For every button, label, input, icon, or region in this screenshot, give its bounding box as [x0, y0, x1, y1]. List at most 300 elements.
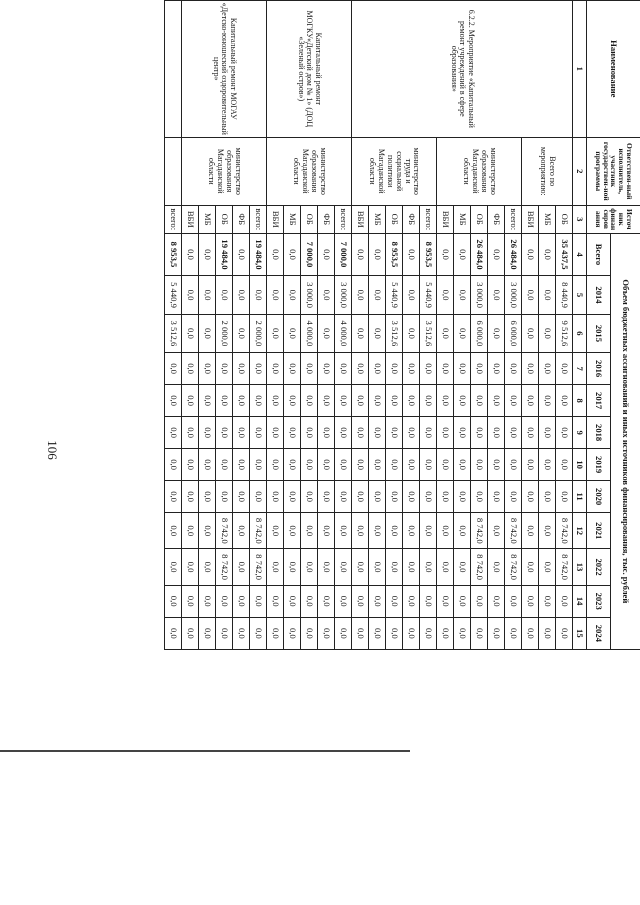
value-cell: 0,0: [505, 353, 522, 385]
value-cell: 0,0: [420, 513, 437, 549]
value-cell: 0,0: [284, 617, 301, 649]
value-cell: 0,0: [522, 585, 539, 617]
value-cell: 0,0: [233, 417, 250, 449]
value-cell: 0,0: [369, 617, 386, 649]
value-cell: 0,0: [522, 276, 539, 314]
value-cell: 0,0: [403, 276, 420, 314]
value-cell: 0,0: [471, 385, 488, 417]
value-cell: 8 742,0: [505, 513, 522, 549]
column-number: 6: [573, 314, 587, 352]
value-cell: 0,0: [454, 513, 471, 549]
value-cell: 0,0: [182, 417, 199, 449]
value-cell: 0,0: [369, 314, 386, 352]
value-cell: 0,0: [267, 617, 284, 649]
value-cell: 8 742,0: [556, 549, 573, 585]
source-cell: ВБИ: [352, 205, 369, 233]
value-cell: 8 742,0: [505, 549, 522, 585]
value-cell: 0,0: [488, 276, 505, 314]
value-cell: 0,0: [454, 617, 471, 649]
value-cell: 0,0: [318, 549, 335, 585]
value-cell: 0,0: [165, 353, 182, 385]
value-cell: 8 742,0: [471, 549, 488, 585]
value-cell: 0,0: [556, 417, 573, 449]
value-cell: 0,0: [284, 513, 301, 549]
value-cell: 0,0: [505, 449, 522, 481]
value-cell: 0,0: [369, 549, 386, 585]
value-cell: 2 000,0: [216, 314, 233, 352]
value-cell: 0,0: [556, 449, 573, 481]
value-cell: 0,0: [471, 449, 488, 481]
value-cell: 0,0: [199, 276, 216, 314]
value-cell: 0,0: [165, 549, 182, 585]
header-volume: Объем бюджетных ассигнований и иных источников финансирования, тыс. рублей: [611, 233, 640, 649]
value-cell: 0,0: [318, 585, 335, 617]
value-cell: 0,0: [454, 549, 471, 585]
value-cell: 0,0: [488, 513, 505, 549]
value-cell: 0,0: [539, 276, 556, 314]
header-year-2022: 2022: [587, 549, 611, 585]
value-cell: 0,0: [420, 549, 437, 585]
value-cell: 0,0: [454, 385, 471, 417]
value-cell: 0,0: [505, 481, 522, 513]
value-cell: 0,0: [301, 481, 318, 513]
total-cell: 0,0: [454, 233, 471, 276]
value-cell: 0,0: [199, 417, 216, 449]
header-name: Наименование: [587, 1, 640, 138]
value-cell: 0,0: [386, 481, 403, 513]
source-cell: ОБ: [301, 205, 318, 233]
header-year-2019: 2019: [587, 449, 611, 481]
column-number: 13: [573, 549, 587, 585]
value-cell: 0,0: [352, 417, 369, 449]
value-cell: 0,0: [488, 353, 505, 385]
value-cell: 5 440,9: [165, 276, 182, 314]
value-cell: 0,0: [335, 549, 352, 585]
value-cell: 0,0: [352, 513, 369, 549]
page-divider: [0, 750, 410, 752]
value-cell: 0,0: [386, 417, 403, 449]
value-cell: 0,0: [454, 585, 471, 617]
value-cell: 0,0: [471, 617, 488, 649]
value-cell: 0,0: [488, 549, 505, 585]
column-number: 5: [573, 276, 587, 314]
value-cell: 8 742,0: [556, 513, 573, 549]
value-cell: 0,0: [216, 585, 233, 617]
value-cell: 0,0: [488, 617, 505, 649]
value-cell: 0,0: [199, 481, 216, 513]
source-cell: МБ: [284, 205, 301, 233]
source-cell: всего:: [335, 205, 352, 233]
value-cell: 0,0: [335, 353, 352, 385]
value-cell: 0,0: [301, 549, 318, 585]
value-cell: 0,0: [301, 417, 318, 449]
total-cell: 0,0: [522, 233, 539, 276]
value-cell: 0,0: [522, 617, 539, 649]
value-cell: 0,0: [216, 385, 233, 417]
value-cell: 0,0: [335, 513, 352, 549]
value-cell: 0,0: [522, 385, 539, 417]
value-cell: 0,0: [437, 417, 454, 449]
value-cell: 0,0: [352, 549, 369, 585]
value-cell: 0,0: [403, 449, 420, 481]
value-cell: 0,0: [454, 276, 471, 314]
value-cell: 0,0: [556, 353, 573, 385]
value-cell: 0,0: [199, 585, 216, 617]
total-cell: 0,0: [369, 233, 386, 276]
value-cell: 0,0: [301, 513, 318, 549]
value-cell: 0,0: [454, 417, 471, 449]
total-cell: 0,0: [233, 233, 250, 276]
value-cell: 0,0: [386, 385, 403, 417]
value-cell: 0,0: [488, 385, 505, 417]
value-cell: 0,0: [352, 314, 369, 352]
value-cell: 0,0: [199, 353, 216, 385]
value-cell: 0,0: [233, 314, 250, 352]
value-cell: 0,0: [233, 276, 250, 314]
value-cell: 0,0: [437, 353, 454, 385]
source-cell: МБ: [199, 205, 216, 233]
header-year-2020: 2020: [587, 481, 611, 513]
value-cell: 0,0: [250, 617, 267, 649]
value-cell: 0,0: [182, 449, 199, 481]
value-cell: 0,0: [335, 449, 352, 481]
column-number: 12: [573, 513, 587, 549]
value-cell: 0,0: [420, 617, 437, 649]
value-cell: 0,0: [335, 417, 352, 449]
value-cell: 0,0: [437, 385, 454, 417]
financing-table: [164, 0, 640, 650]
value-cell: 0,0: [522, 549, 539, 585]
total-cell: 7 000,0: [301, 233, 318, 276]
value-cell: 0,0: [420, 353, 437, 385]
value-cell: 2 000,0: [250, 314, 267, 352]
value-cell: 0,0: [539, 314, 556, 352]
value-cell: 0,0: [420, 417, 437, 449]
value-cell: 0,0: [539, 353, 556, 385]
total-cell: 7 000,0: [335, 233, 352, 276]
value-cell: 0,0: [369, 585, 386, 617]
value-cell: 0,0: [352, 353, 369, 385]
value-cell: 0,0: [352, 481, 369, 513]
value-cell: 8 742,0: [250, 549, 267, 585]
value-cell: 0,0: [437, 549, 454, 585]
value-cell: 0,0: [437, 449, 454, 481]
value-cell: 0,0: [267, 417, 284, 449]
value-cell: 0,0: [335, 617, 352, 649]
value-cell: 0,0: [539, 617, 556, 649]
value-cell: 0,0: [437, 617, 454, 649]
value-cell: 0,0: [267, 353, 284, 385]
total-cell: 0,0: [403, 233, 420, 276]
value-cell: 0,0: [250, 585, 267, 617]
value-cell: 0,0: [165, 617, 182, 649]
value-cell: 0,0: [233, 481, 250, 513]
total-cell: 19 484,0: [250, 233, 267, 276]
value-cell: 0,0: [403, 314, 420, 352]
value-cell: 0,0: [199, 314, 216, 352]
executor-cell: министерство образования Магаданской области: [437, 137, 522, 205]
value-cell: 0,0: [233, 385, 250, 417]
source-cell: ВБИ: [437, 205, 454, 233]
source-cell: ФБ: [318, 205, 335, 233]
value-cell: 0,0: [318, 513, 335, 549]
value-cell: 0,0: [522, 314, 539, 352]
value-cell: 0,0: [539, 385, 556, 417]
value-cell: 0,0: [369, 417, 386, 449]
value-cell: 0,0: [335, 385, 352, 417]
value-cell: 0,0: [522, 449, 539, 481]
value-cell: 0,0: [488, 417, 505, 449]
value-cell: 0,0: [233, 549, 250, 585]
column-number: 4: [573, 233, 587, 276]
value-cell: 0,0: [318, 617, 335, 649]
value-cell: 0,0: [403, 549, 420, 585]
total-cell: 0,0: [182, 233, 199, 276]
value-cell: 0,0: [386, 617, 403, 649]
value-cell: 0,0: [267, 585, 284, 617]
value-cell: 6 000,0: [505, 314, 522, 352]
value-cell: 0,0: [454, 314, 471, 352]
value-cell: 0,0: [216, 417, 233, 449]
value-cell: 0,0: [182, 353, 199, 385]
header-year-2015: 2015: [587, 314, 611, 352]
column-number: 2: [573, 137, 587, 205]
header-year-2024: 2024: [587, 617, 611, 649]
value-cell: 0,0: [182, 513, 199, 549]
value-cell: 0,0: [522, 513, 539, 549]
value-cell: 0,0: [488, 314, 505, 352]
value-cell: 0,0: [267, 513, 284, 549]
column-number: 10: [573, 449, 587, 481]
value-cell: 0,0: [556, 385, 573, 417]
source-cell: МБ: [539, 205, 556, 233]
total-cell: 0,0: [352, 233, 369, 276]
value-cell: 0,0: [403, 417, 420, 449]
value-cell: 0,0: [471, 417, 488, 449]
value-cell: 0,0: [199, 549, 216, 585]
value-cell: 0,0: [471, 353, 488, 385]
value-cell: 0,0: [335, 585, 352, 617]
value-cell: 0,0: [403, 585, 420, 617]
value-cell: 0,0: [437, 481, 454, 513]
total-cell: 0,0: [488, 233, 505, 276]
header-year-2016: 2016: [587, 353, 611, 385]
value-cell: 0,0: [556, 585, 573, 617]
value-cell: 8 742,0: [216, 549, 233, 585]
source-cell: ОБ: [216, 205, 233, 233]
value-cell: 0,0: [284, 417, 301, 449]
executor-cell: Всего по мероприятию:: [522, 137, 573, 205]
column-number: 3: [573, 205, 587, 233]
value-cell: 0,0: [199, 385, 216, 417]
value-cell: 8 742,0: [216, 513, 233, 549]
value-cell: 3 512,6: [386, 314, 403, 352]
value-cell: 0,0: [182, 585, 199, 617]
value-cell: 4 000,0: [335, 314, 352, 352]
value-cell: 0,0: [250, 449, 267, 481]
total-cell: 8 953,5: [386, 233, 403, 276]
value-cell: 0,0: [539, 513, 556, 549]
value-cell: 0,0: [318, 385, 335, 417]
value-cell: 0,0: [522, 417, 539, 449]
value-cell: 0,0: [403, 385, 420, 417]
value-cell: 0,0: [267, 481, 284, 513]
object-name: Капитальный ремонт МОГКУ«Детский дом № 1» (ДОЦ «Зеленый остров»): [267, 1, 352, 138]
value-cell: 0,0: [369, 385, 386, 417]
value-cell: 0,0: [335, 481, 352, 513]
value-cell: 0,0: [403, 481, 420, 513]
value-cell: 0,0: [267, 549, 284, 585]
value-cell: 0,0: [437, 276, 454, 314]
total-cell: 19 484,0: [216, 233, 233, 276]
value-cell: 0,0: [165, 385, 182, 417]
value-cell: 0,0: [216, 276, 233, 314]
value-cell: 0,0: [233, 617, 250, 649]
value-cell: 3 000,0: [301, 276, 318, 314]
value-cell: 0,0: [216, 449, 233, 481]
value-cell: 5 440,9: [386, 276, 403, 314]
total-cell: 26 484,0: [471, 233, 488, 276]
value-cell: 3 000,0: [335, 276, 352, 314]
source-cell: МБ: [369, 205, 386, 233]
source-cell: ОБ: [556, 205, 573, 233]
measure-name: 6.2.2. Мероприятие «Капитальный ремонт учреждений в сфере образования»: [352, 1, 573, 138]
total-cell: 0,0: [318, 233, 335, 276]
source-cell: всего:: [165, 205, 182, 233]
value-cell: 0,0: [522, 353, 539, 385]
value-cell: 0,0: [369, 481, 386, 513]
header-year-2021: 2021: [587, 513, 611, 549]
executor-cell: министерство образования Магаданской области: [182, 137, 267, 205]
value-cell: 0,0: [539, 417, 556, 449]
value-cell: 0,0: [471, 481, 488, 513]
value-cell: 0,0: [318, 314, 335, 352]
value-cell: 8 742,0: [250, 513, 267, 549]
value-cell: 0,0: [352, 585, 369, 617]
value-cell: 6 000,0: [471, 314, 488, 352]
value-cell: 0,0: [267, 314, 284, 352]
value-cell: 0,0: [267, 385, 284, 417]
source-cell: МБ: [454, 205, 471, 233]
object-name: Капитальный ремонт МОГАУ «Детско-юношеский оздоровительный центр»: [182, 1, 267, 138]
value-cell: 0,0: [505, 385, 522, 417]
value-cell: 0,0: [284, 549, 301, 585]
value-cell: 0,0: [420, 481, 437, 513]
value-cell: 0,0: [369, 276, 386, 314]
value-cell: 0,0: [284, 314, 301, 352]
value-cell: 3 512,6: [420, 314, 437, 352]
value-cell: 0,0: [182, 314, 199, 352]
value-cell: 0,0: [386, 549, 403, 585]
table-row: [165, 1, 182, 650]
value-cell: 0,0: [216, 481, 233, 513]
value-cell: 0,0: [369, 353, 386, 385]
source-cell: ФБ: [488, 205, 505, 233]
value-cell: 0,0: [284, 353, 301, 385]
value-cell: 0,0: [454, 449, 471, 481]
value-cell: 0,0: [182, 481, 199, 513]
header-year-2023: 2023: [587, 585, 611, 617]
value-cell: 0,0: [165, 417, 182, 449]
value-cell: 0,0: [539, 549, 556, 585]
value-cell: 0,0: [199, 449, 216, 481]
source-cell: всего:: [420, 205, 437, 233]
value-cell: 0,0: [233, 513, 250, 549]
value-cell: 0,0: [182, 549, 199, 585]
value-cell: 0,0: [539, 449, 556, 481]
value-cell: 0,0: [250, 385, 267, 417]
value-cell: 0,0: [369, 449, 386, 481]
value-cell: 0,0: [454, 353, 471, 385]
value-cell: 5 440,9: [420, 276, 437, 314]
executor-cell: министерство труда и социальной политики Магаданской области: [352, 137, 437, 205]
source-cell: всего:: [250, 205, 267, 233]
total-cell: 0,0: [199, 233, 216, 276]
total-cell: 0,0: [284, 233, 301, 276]
value-cell: 0,0: [284, 385, 301, 417]
value-cell: 0,0: [165, 585, 182, 617]
value-cell: 0,0: [216, 353, 233, 385]
value-cell: 0,0: [267, 276, 284, 314]
value-cell: 0,0: [420, 449, 437, 481]
total-cell: 0,0: [267, 233, 284, 276]
value-cell: 0,0: [284, 276, 301, 314]
value-cell: 0,0: [165, 513, 182, 549]
value-cell: 0,0: [369, 513, 386, 549]
header-total: Всего: [587, 233, 611, 276]
value-cell: 0,0: [352, 276, 369, 314]
page-number: 106: [44, 440, 60, 460]
total-cell: 0,0: [539, 233, 556, 276]
value-cell: 0,0: [284, 585, 301, 617]
value-cell: 9 512,6: [556, 314, 573, 352]
value-cell: 0,0: [199, 617, 216, 649]
source-cell: всего:: [505, 205, 522, 233]
header-year-2017: 2017: [587, 385, 611, 417]
value-cell: 0,0: [352, 385, 369, 417]
value-cell: 3 512,6: [165, 314, 182, 352]
total-cell: 35 437,5: [556, 233, 573, 276]
value-cell: 8 440,9: [556, 276, 573, 314]
value-cell: 0,0: [284, 481, 301, 513]
value-cell: 0,0: [301, 385, 318, 417]
value-cell: 0,0: [556, 617, 573, 649]
value-cell: 0,0: [522, 481, 539, 513]
value-cell: 0,0: [505, 617, 522, 649]
value-cell: 0,0: [437, 513, 454, 549]
header-year-2018: 2018: [587, 417, 611, 449]
value-cell: 0,0: [216, 617, 233, 649]
value-cell: 0,0: [165, 449, 182, 481]
source-cell: ФБ: [403, 205, 420, 233]
column-number: 8: [573, 385, 587, 417]
column-number: 11: [573, 481, 587, 513]
value-cell: 0,0: [505, 417, 522, 449]
total-cell: 26 484,0: [505, 233, 522, 276]
value-cell: 0,0: [471, 585, 488, 617]
value-cell: 0,0: [301, 353, 318, 385]
value-cell: 0,0: [318, 449, 335, 481]
value-cell: 0,0: [250, 481, 267, 513]
column-number: 14: [573, 585, 587, 617]
source-cell: ФБ: [233, 205, 250, 233]
value-cell: 0,0: [182, 385, 199, 417]
value-cell: 0,0: [386, 585, 403, 617]
value-cell: 0,0: [403, 353, 420, 385]
column-number: 15: [573, 617, 587, 649]
column-number: 9: [573, 417, 587, 449]
value-cell: 0,0: [352, 617, 369, 649]
